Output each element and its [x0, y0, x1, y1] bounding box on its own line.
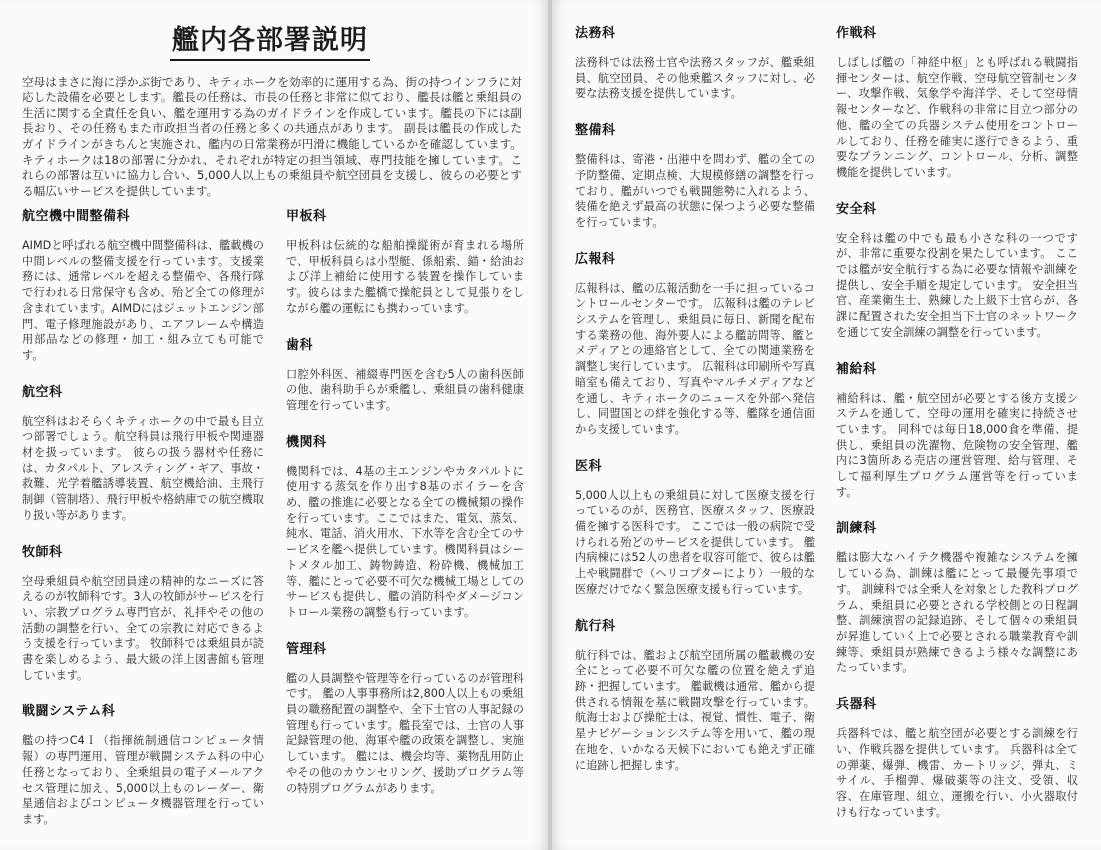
intro-paragraph: 空母はまさに海に浮かぶ街であり、キティホークを効率的に運用する為、街の持つインフラに対応した設備を必要とします。艦長の任務は、市長の任務と非常に似ており、艦長は艦と乗組員の生活に関する全責任を負い、艦を運用する為のガイドラインを作成しています。艦長の下には副長おり、その任務もまた市政担当者の任務と多くの共通点があります。 副長は艦長の作成したガイドラインがきちんと実施され、艦内の日常業務が円滑に機能しているかを確認しています。キティホークは18の部署に分かれ、それぞれが特定の担当領域、専門技能を擁しています。これらの部署は互いに協力し合い、5,000人以上もの乗組員や航空団員を支援し、彼らの必要とする幅広いサービスを提供しています。 [22, 74, 522, 198]
section-body: AIMDと呼ばれる航空機中間整備科は、艦載機の中間レベルの整備支援を行っています。支援業務には、通常レベルを超える整備や、各飛行隊で行われる日常保守も含め、殆ど全ての修理が含まれています。AIMDにはジェットエンジン部門、電子修理施設があり、エアフレームや構造用部品などの修理・加工・組み立ても可能です。 [22, 239, 264, 362]
section-body: 口腔外科医、補綴専門医を含む5人の歯科医師の他、歯科助手らが乗艦し、乗組員の歯科健康管理を行っています。 [286, 367, 524, 412]
section-maintenance [575, 119, 815, 231]
section-operations [836, 22, 1078, 181]
section-heading: 法務科 [575, 26, 616, 41]
section-heading: 航空科 [22, 384, 63, 400]
section-heading: 補給科 [836, 361, 877, 377]
section-public-affairs [575, 248, 815, 438]
section-body: 艦の持つC4Ｉ（指揮統制通信コンピュータ情報）の専門運用、管理が戦闘システム科の中心任務となっており、全乗組員の電子メールアクセス管理に加え、5,000以上ものレーダー、衛星通信およびコンピュータ機器管理を行っています。 [22, 734, 264, 826]
section-body: 補給科は、艦・航空団が必要とする後方支援システムを通して、空母の運用を確実に持続させています。 同科では毎日18,000食を準備、提供し、乗組員の洗濯物、危険物の安全管理、艦内に3箇所ある売店の運営管理、給与管理、そして福利厚生プログラム運営等を行っています。 [836, 391, 1078, 499]
section-body: 5,000人以上もの乗組員に対して医療支援を行っているのが、医務官、医療スタッフ、医療設備を擁する医科です。 ここでは一般の病院で受けられる殆どのサービスを提供しています。 艦内病棟には52人の患者を収容可能で、彼らは艦上や戦闘群で（ヘリコプターにより）一般的な医療だけでなく緊急医療支援も行っています。 [575, 488, 815, 596]
section-body: 甲板科は伝統的な船舶操縦術が育まれる場所で、甲板科員らは小型艇、係船索、錨・給油および洋上補給に使用する装置を操作しています。彼らはまた艦橋で操舵員として見張りをしながら艦の運転にも携わっています。 [286, 239, 524, 315]
section-supply [836, 358, 1078, 501]
section-air [22, 381, 264, 524]
section-body: しばしば艦の「神経中枢」とも呼ばれる戦闘指揮センターは、航空作戦、空母航空管制センター、攻撃作戦、気象学や海洋学、そして空母情報センターなど、作戦科の非常に目立つ部分の他、艦の全ての兵器システム使用をコントロールしており、任務を確実に遂行できるよう、重要なプランニング、コントロール、分析、調整機能を提供しています。 [836, 56, 1078, 179]
left-column-1 [22, 205, 264, 845]
section-body: 艦は膨大なハイテク機器や複雑なシステムを擁している為、訓練は艦にとって最優先事項です。 訓練科では全乗人を対象とした教科プログラム、乗組員に必要とされる学校側との日程調整、訓練演習の記録追跡、そして個々の乗組員が昇進していく上で必要とされる職業教育や訓練等、乗組員が熟練できるよう様々な調整にあたっています。 [836, 551, 1078, 675]
right-column-1 [575, 22, 815, 790]
section-heading: 歯科 [286, 337, 314, 353]
section-heading: 牧師科 [22, 544, 63, 560]
section-legal [575, 22, 815, 102]
section-training [836, 517, 1078, 676]
section-heading: 作戦科 [836, 26, 877, 41]
section-heading: 管理科 [286, 641, 327, 657]
section-body: 艦の人員調整や管理等を行っているのが管理科です。 艦の人事事務所は2,800人以上もの乗組員の職務配置の調整や、全下士官の人事記録の管理も行っています。艦長室では、士官の人事記録管理の他、海軍や艦の政策を調整し、実施しています。 艦には、機会均等、薬物乱用防止やその他のカウンセリング、援助プログラム等の特別プログラムがあります。 [286, 671, 524, 795]
section-administration [286, 638, 524, 797]
right-column-2 [836, 22, 1078, 837]
section-heading: 医科 [575, 458, 603, 474]
section-body: 兵器科では、艦と航空団が必要とする訓練を行い、作戦兵器を提供しています。 兵器科は全ての弾薬、爆弾、機雷、カートリッジ、弾丸、ミサイル、手榴弾、爆破薬等の注文、受領、収容、在庫管理、組立、運搬を行い、小火器取付けも行なっています。 [836, 727, 1078, 819]
section-body: 法務科では法務士官や法務スタッフが、艦乗組員、航空団員、その他乗艦スタッフに対し、必要な法務支援を提供しています。 [575, 56, 815, 101]
section-heading: 航空機中間整備科 [22, 209, 131, 224]
section-body: 空母乗組員や航空団員達の精神的なニーズに答えるのが牧師科です。3人の牧師がサービスを行い、宗教プログラム専門官が、礼拝やその他の活動の調整を行い、全ての宗教に対応できるよう支援を行っています。 牧師科では乗組員が読書を楽しめるよう、最大級の洋上図書館も管理しています。 [22, 574, 264, 682]
section-heading: 安全科 [836, 201, 877, 217]
section-body: 安全科は艦の中でも最も小さな科の一つですが、非常に重要な役割を果たしています。 ここでは艦が安全航行する為に必要な情報や訓練を提供し、安全手順を規定しています。 安全担当官、産業衛生士、熟練した上級下士官らが、各課に配置された安全担当下士官のネットワークを通じて安全訓練の調整を行っています。 [836, 231, 1078, 339]
section-weapons [836, 693, 1078, 820]
section-heading: 航行科 [575, 618, 616, 634]
section-chaplain [22, 541, 264, 684]
left-column-2 [286, 205, 524, 813]
section-heading: 甲板科 [286, 209, 327, 224]
page-title: 艦内各部署説明 [170, 18, 370, 61]
section-body: 航行科では、艦および航空団所属の艦載機の安全にとって必要不可欠な艦の位置を絶えず追跡・把握しています。 艦載機は通常、艦から提供される情報を基に戦闘攻撃を行っています。 航海士および操舵士は、視覚、慣性、電子、衛星ナビゲーションシステム等を用いて、艦の現在地を、いかなる天候下においても絶えず正確に追跡し把握します。 [575, 648, 815, 772]
section-body: 整備科は、寄港・出港中を問わず、艦の全ての予防整備、定期点検、大規模修繕の調整を行っており、艦がいつでも戦闘態勢に入れるよう、装備を絶えず最高の状態に保つよう必要な整備を行っています。 [575, 153, 815, 229]
section-aimd [22, 205, 264, 364]
section-heading: 訓練科 [836, 521, 877, 537]
section-medical [575, 455, 815, 598]
section-heading: 整備科 [575, 123, 616, 139]
left-page [0, 0, 548, 850]
section-navigation [575, 615, 815, 774]
section-engineering [286, 431, 524, 621]
section-heading: 機関科 [286, 434, 327, 450]
section-heading: 広報科 [575, 251, 616, 267]
section-body: 広報科は、艦の広報活動を一手に担っているコントロールセンターです。 広報科は艦のテレビシステムを管理し、乗組員に毎日、新聞を配布する業務の他、海外要人による艦訪問等、艦とメディアとの連絡官として、全ての関連業務を調整し実行しています。 広報科は印刷所や写真暗室も備えており、写真やマルチメディアなどを通し、キティホークのニュースを外部へ発信し、同盟国との絆を強化する等、艦隊を通信面から支援しています。 [575, 281, 815, 436]
section-dental [286, 334, 524, 414]
section-body: 機関科では、4基の主エンジンやカタパルトに使用する蒸気を作り出す8基のボイラーを含め、艦の推進に必要となる全ての機械類の操作を行っています。ここではまた、電気、蒸気、純水、電話、消火用水、下水等を含む全てのサービスを艦へ提供しています。機関科員はシートメタル加工、鋳物鋳造、粉砕機、機械加工等、艦にとって必要不可欠な機械工場としてのサービスも提供し、艦の消防科やダメージコントロール業務の調整も行っています。 [286, 464, 524, 619]
section-combat-systems [22, 700, 264, 827]
right-page [552, 0, 1101, 850]
section-body: 航空科はおそらくキティホークの中で最も目立つ部署でしょう。航空科員は飛行甲板や関連器材を扱っています。 彼らの扱う器材や任務には、カタパルト、アレスティング・ギア、事故・救難、光学着艦誘導装置、航空機給油、主飛行制御（管制塔）、飛行甲板や格納庫での航空機取り扱い等があります。 [22, 414, 264, 522]
section-heading: 兵器科 [836, 697, 877, 713]
section-deck [286, 205, 524, 317]
section-safety [836, 198, 1078, 341]
section-heading: 戦闘システム科 [22, 704, 116, 720]
